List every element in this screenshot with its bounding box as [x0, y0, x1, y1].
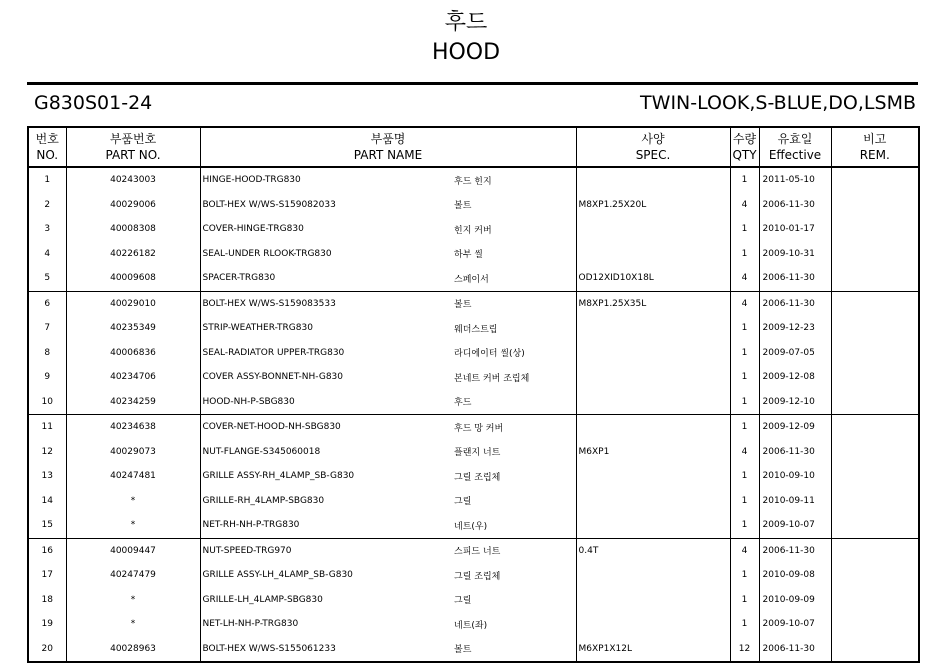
row-number: 2	[28, 193, 66, 218]
remarks	[831, 464, 919, 489]
table-row	[28, 538, 919, 563]
part-name: COVER-NET-HOOD-NH-SBG830	[202, 422, 341, 433]
table-row	[28, 266, 919, 291]
part-name-korean: 후드 힌지	[454, 167, 576, 193]
part-number: 40029010	[66, 291, 200, 316]
table-row	[28, 167, 919, 193]
part-quantity: 4	[730, 266, 759, 291]
part-spec: M8XP1.25X35L	[576, 291, 730, 316]
part-spec	[576, 167, 730, 193]
part-spec: M6XP1	[576, 440, 730, 465]
part-name: BOLT-HEX W/WS-S155061233	[200, 637, 454, 663]
part-name: BOLT-HEX W/WS-S159082033	[202, 199, 336, 210]
effective-date: 2006-11-30	[759, 440, 831, 465]
effective-date: 2009-10-07	[759, 513, 831, 538]
column-header-qty: 수량 QTY	[730, 127, 759, 167]
remarks	[831, 365, 919, 390]
effective-date: 2010-09-09	[759, 588, 831, 613]
row-number: 18	[28, 588, 66, 613]
part-name-korean: 라디에이터 씰(상)	[454, 341, 576, 366]
remarks	[831, 538, 919, 563]
part-name: HOOD-NH-P-SBG830	[200, 390, 454, 415]
part-name-korean: 그릴 조립체	[454, 464, 576, 489]
part-name: GRILLE ASSY-LH_4LAMP_SB-G830	[202, 570, 353, 581]
part-spec	[576, 217, 730, 242]
part-quantity: 1	[730, 217, 759, 242]
table-row	[28, 291, 919, 316]
remarks	[831, 341, 919, 366]
part-quantity: 1	[730, 390, 759, 415]
part-quantity: 4	[730, 291, 759, 316]
part-number: 40247481	[66, 464, 200, 489]
part-spec	[576, 563, 730, 588]
row-number: 19	[28, 612, 66, 637]
effective-date: 2006-11-30	[759, 538, 831, 563]
part-name-korean: 후드 망 커버	[454, 415, 576, 440]
column-header-spec: 사양 SPEC.	[576, 127, 730, 167]
part-quantity: 1	[730, 612, 759, 637]
effective-date: 2006-11-30	[759, 193, 831, 218]
row-number: 6	[28, 291, 66, 316]
part-name: NET-LH-NH-P-TRG830	[202, 619, 299, 630]
part-name-korean: 볼트	[454, 193, 576, 218]
column-header-effective: 유효일 Effective	[759, 127, 831, 167]
part-quantity: 1	[730, 341, 759, 366]
part-quantity: 1	[730, 489, 759, 514]
part-name-korean: 힌지 커버	[454, 217, 576, 242]
part-spec	[576, 365, 730, 390]
model-code: G830S01-24	[34, 92, 153, 114]
row-number: 7	[28, 316, 66, 341]
model-variant: TWIN-LOOK,S-BLUE,DO,LSMB	[640, 92, 916, 114]
part-name: NET-RH-NH-P-TRG830	[200, 513, 454, 538]
part-name-korean: 스페이서	[454, 266, 576, 291]
part-quantity: 1	[730, 242, 759, 267]
parts-table-body	[28, 167, 919, 662]
part-quantity: 1	[730, 464, 759, 489]
table-row	[28, 489, 919, 514]
effective-date: 2009-12-10	[759, 390, 831, 415]
effective-date: 2010-09-11	[759, 489, 831, 514]
part-quantity: 4	[730, 440, 759, 465]
part-quantity: 1	[730, 588, 759, 613]
part-spec	[576, 316, 730, 341]
part-quantity: 1	[730, 316, 759, 341]
part-number: 40235349	[66, 316, 200, 341]
part-number: *	[66, 612, 200, 637]
table-header-row	[28, 127, 919, 167]
part-spec	[576, 464, 730, 489]
part-name-korean: 볼트	[454, 291, 576, 316]
row-number: 10	[28, 390, 66, 415]
part-name-korean: 본네트 커버 조립체	[454, 365, 576, 390]
part-name: NUT-SPEED-TRG970	[202, 545, 292, 556]
effective-date: 2009-10-07	[759, 612, 831, 637]
part-number: 40243003	[66, 167, 200, 193]
remarks	[831, 563, 919, 588]
effective-date: 2006-11-30	[759, 266, 831, 291]
part-spec: M8XP1.25X20L	[576, 193, 730, 218]
table-row	[28, 193, 919, 218]
column-header-remarks: 비고 REM.	[831, 127, 919, 167]
remarks	[831, 316, 919, 341]
part-spec: M6XP1X12L	[576, 637, 730, 663]
part-name-korean: 플랜지 너트	[454, 440, 576, 465]
part-name: COVER ASSY-BONNET-NH-G830	[202, 372, 344, 383]
part-number: 40009447	[66, 538, 200, 563]
row-number: 14	[28, 489, 66, 514]
remarks	[831, 242, 919, 267]
part-name-korean: 그릴 조립체	[454, 563, 576, 588]
part-number: 40009608	[66, 266, 200, 291]
part-name: STRIP-WEATHER-TRG830	[202, 323, 313, 334]
row-number: 16	[28, 538, 66, 563]
part-name-korean: 웨더스트립	[454, 316, 576, 341]
part-spec	[576, 341, 730, 366]
part-number: 40234638	[66, 415, 200, 440]
part-number: *	[66, 489, 200, 514]
effective-date: 2009-12-08	[759, 365, 831, 390]
part-name: SPACER-TRG830	[200, 266, 454, 291]
part-spec	[576, 513, 730, 538]
remarks	[831, 167, 919, 193]
remarks	[831, 637, 919, 663]
part-name: SEAL-RADIATOR UPPER-TRG830	[202, 347, 345, 358]
remarks	[831, 415, 919, 440]
effective-date: 2010-01-17	[759, 217, 831, 242]
part-quantity: 1	[730, 513, 759, 538]
part-spec	[576, 242, 730, 267]
part-name-korean: 그릴	[454, 588, 576, 613]
column-header-part-name: 부품명 PART NAME	[200, 127, 576, 167]
parts-table	[27, 126, 920, 663]
part-spec	[576, 415, 730, 440]
part-number: 40234259	[66, 390, 200, 415]
part-number: 40226182	[66, 242, 200, 267]
part-spec	[576, 612, 730, 637]
part-name: GRILLE-LH_4LAMP-SBG830	[202, 594, 323, 605]
part-number: *	[66, 588, 200, 613]
table-row	[28, 316, 919, 341]
part-spec: 0.4T	[576, 538, 730, 563]
remarks	[831, 612, 919, 637]
part-number: *	[66, 513, 200, 538]
part-number: 40006836	[66, 341, 200, 366]
part-name-korean: 스피드 너트	[454, 538, 576, 563]
remarks	[831, 217, 919, 242]
row-number: 3	[28, 217, 66, 242]
page-title-korean: 후드	[444, 10, 488, 35]
part-quantity: 1	[730, 563, 759, 588]
part-quantity: 1	[730, 415, 759, 440]
row-number: 4	[28, 242, 66, 267]
column-header-no: 번호 NO.	[28, 127, 66, 167]
part-name: NUT-FLANGE-S345060018	[202, 446, 321, 457]
part-name-korean: 하부 씰	[454, 242, 576, 267]
table-row	[28, 588, 919, 613]
table-row	[28, 390, 919, 415]
remarks	[831, 266, 919, 291]
remarks	[831, 291, 919, 316]
part-name-korean: 후드	[454, 390, 576, 415]
effective-date: 2010-09-10	[759, 464, 831, 489]
table-row	[28, 365, 919, 390]
row-number: 1	[28, 167, 66, 193]
remarks	[831, 440, 919, 465]
remarks	[831, 513, 919, 538]
part-number: 40234706	[66, 365, 200, 390]
remarks	[831, 390, 919, 415]
part-spec: OD12XID10X18L	[576, 266, 730, 291]
effective-date: 2010-09-08	[759, 563, 831, 588]
table-row	[28, 415, 919, 440]
effective-date: 2006-11-30	[759, 637, 831, 663]
table-row	[28, 563, 919, 588]
part-name-korean: 네트(좌)	[454, 612, 576, 637]
effective-date: 2009-10-31	[759, 242, 831, 267]
remarks	[831, 489, 919, 514]
table-row	[28, 440, 919, 465]
table-row	[28, 341, 919, 366]
row-number: 11	[28, 415, 66, 440]
part-name: BOLT-HEX W/WS-S159083533	[202, 298, 336, 309]
part-spec	[576, 390, 730, 415]
part-number: 40008308	[66, 217, 200, 242]
part-spec	[576, 489, 730, 514]
effective-date: 2009-12-23	[759, 316, 831, 341]
table-row	[28, 513, 919, 538]
table-row	[28, 242, 919, 267]
effective-date: 2009-07-05	[759, 341, 831, 366]
part-name: GRILLE ASSY-RH_4LAMP_SB-G830	[202, 471, 355, 482]
part-name-korean: 볼트	[454, 637, 576, 663]
part-name: GRILLE-RH_4LAMP-SBG830	[202, 495, 325, 506]
part-number: 40029073	[66, 440, 200, 465]
part-name: HINGE-HOOD-TRG830	[202, 175, 301, 186]
row-number: 8	[28, 341, 66, 366]
remarks	[831, 588, 919, 613]
part-name: SEAL-UNDER RLOOK-TRG830	[202, 248, 332, 259]
part-quantity: 1	[730, 167, 759, 193]
table-row	[28, 612, 919, 637]
part-number: 40247479	[66, 563, 200, 588]
part-number: 40028963	[66, 637, 200, 663]
part-name-korean: 그릴	[454, 489, 576, 514]
part-quantity: 1	[730, 365, 759, 390]
effective-date: 2006-11-30	[759, 291, 831, 316]
table-row	[28, 637, 919, 663]
table-row	[28, 217, 919, 242]
row-number: 20	[28, 637, 66, 663]
row-number: 13	[28, 464, 66, 489]
part-number: 40029006	[66, 193, 200, 218]
effective-date: 2009-12-09	[759, 415, 831, 440]
part-quantity: 4	[730, 538, 759, 563]
part-quantity: 4	[730, 193, 759, 218]
remarks	[831, 193, 919, 218]
row-number: 5	[28, 266, 66, 291]
row-number: 9	[28, 365, 66, 390]
part-name: COVER-HINGE-TRG830	[202, 224, 304, 235]
title-divider	[27, 82, 918, 85]
page-title-english: HOOD	[431, 40, 501, 65]
row-number: 12	[28, 440, 66, 465]
column-header-part-no: 부품번호 PART NO.	[66, 127, 200, 167]
part-quantity: 12	[730, 637, 759, 663]
effective-date: 2011-05-10	[759, 167, 831, 193]
row-number: 17	[28, 563, 66, 588]
part-name-korean: 네트(우)	[454, 513, 576, 538]
part-spec	[576, 588, 730, 613]
row-number: 15	[28, 513, 66, 538]
table-row	[28, 464, 919, 489]
